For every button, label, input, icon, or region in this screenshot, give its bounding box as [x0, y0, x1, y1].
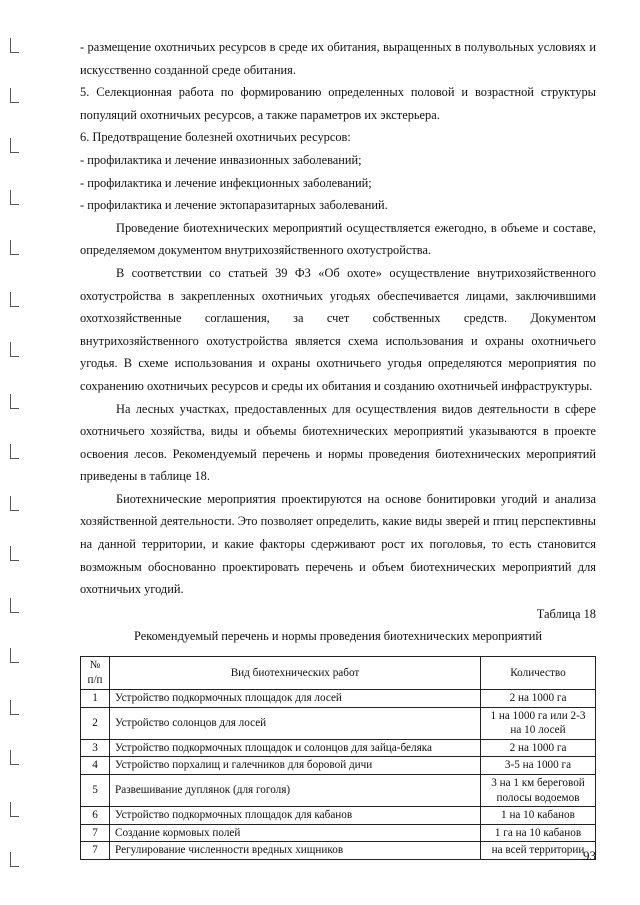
row-work-type: Устройство подкормочных площадок и солонцов для зайца-беляка [110, 739, 481, 757]
binding-mark [10, 394, 19, 409]
row-quantity: 2 на 1000 га [481, 739, 596, 757]
table-row [81, 775, 596, 807]
header-quantity: Количество [481, 657, 596, 690]
row-quantity: 1 на 10 кабанов [481, 807, 596, 825]
paragraph: 5. Селекционная работа по формированию определенных половой и возрастной структуры популяций охотничьих ресурсов, а также параметров их экстерьера. [80, 85, 596, 122]
table-title: Рекомендуемый перечень и нормы проведения биотехнических мероприятий [134, 629, 542, 644]
table-header-row [81, 657, 596, 690]
row-quantity: 2 на 1000 га [481, 690, 596, 708]
paragraph: 6. Предотвращение болезней охотничьих ресурсов: [80, 130, 351, 145]
row-number: 2 [81, 707, 110, 739]
header-number: № п/п [81, 657, 110, 690]
row-number: 4 [81, 757, 110, 775]
paragraph: - профилактика и лечение эктопаразитарных заболеваний. [80, 198, 388, 213]
row-quantity: 3 на 1 км береговой полосы водоемов [481, 775, 596, 807]
binding-mark [10, 240, 19, 255]
document-page [80, 36, 596, 860]
row-number: 6 [81, 807, 110, 825]
row-work-type: Устройство подкормочных площадок для кабанов [110, 807, 481, 825]
binding-mark [10, 138, 19, 153]
table-row [81, 739, 596, 757]
row-number: 5 [81, 775, 110, 807]
row-quantity: на всей территории [481, 842, 596, 860]
paragraph: - профилактика и лечение инвазионных заболеваний; [80, 152, 362, 167]
paragraph: Биотехнические мероприятия проектируются на основе бонитировки угодий и анализа хозяйственной деятельности. Это позволяет определить, какие виды зверей и птиц перспективны на данной территории, и какие факторы сдерживают рост их поголовья, то есть становится возможным обоснованно проектировать перечень и объем биотехнических мероприятий для охотничьих угодий. [80, 491, 596, 597]
binding-mark [10, 496, 19, 511]
binding-mark [10, 802, 19, 817]
binding-edge [0, 0, 30, 905]
binding-mark [10, 750, 19, 765]
binding-mark [10, 292, 19, 307]
row-work-type: Создание кормовых полей [110, 824, 481, 842]
measures-table [80, 656, 596, 860]
table-row [81, 807, 596, 825]
binding-mark [10, 648, 19, 663]
header-work-type: Вид биотехнических работ [110, 657, 481, 690]
table-row [81, 824, 596, 842]
binding-mark [10, 38, 19, 53]
row-number: 7 [81, 824, 110, 842]
binding-mark [10, 598, 19, 613]
row-number: 1 [81, 690, 110, 708]
row-work-type: Устройство подкормочных площадок для лосей [110, 690, 481, 708]
row-work-type: Устройство солонцов для лосей [110, 707, 481, 739]
binding-mark [10, 342, 19, 357]
binding-mark [10, 852, 19, 867]
binding-mark [10, 546, 19, 561]
table-row [81, 842, 596, 860]
row-quantity: 3-5 на 1000 га [481, 757, 596, 775]
row-number: 7 [81, 842, 110, 860]
row-quantity: 1 га на 10 кабанов [481, 824, 596, 842]
table-label: Таблица 18 [536, 606, 596, 621]
table-row [81, 690, 596, 708]
row-number: 3 [81, 739, 110, 757]
paragraph: В соответствии со статьей 39 ФЗ «Об охоте» осуществление внутрихозяйственного охотустройства в закрепленных охотничьих угодьях обеспечивается лицами, заключившими охотхозяйственные соглашения, за счет собственных средств. Документом внутрихозяйственного охотустройства является схема использования и охраны охотничьего угодья. В схеме использования и охраны охотничьего угодья определяются мероприятия по сохранению охотничьих ресурсов и среды их обитания и созданию охотничьей инфраструктуры. [80, 265, 596, 393]
row-quantity: 1 на 1000 га или 2-3 на 10 лосей [481, 707, 596, 739]
paragraph: - размещение охотничьих ресурсов в среде их обитания, выращенных в полувольных условиях и искусственно созданной среде обитания. [80, 40, 596, 77]
paragraph: - профилактика и лечение инфекционных заболеваний; [80, 175, 372, 190]
paragraph: Проведение биотехнических мероприятий осуществляется ежегодно, в объеме и составе, определяемом документом внутрихозяйственного охотустройства. [80, 220, 596, 258]
row-work-type: Устройство порхалищ и галечников для боровой дичи [110, 757, 481, 775]
row-work-type: Регулирование численности вредных хищников [110, 842, 481, 860]
table-row [81, 757, 596, 775]
page-number: 93 [583, 848, 596, 863]
binding-mark [10, 700, 19, 715]
row-work-type: Развешивание дуплянок (для гоголя) [110, 775, 481, 807]
binding-mark [10, 444, 19, 459]
binding-mark [10, 88, 19, 103]
binding-mark [10, 190, 19, 205]
paragraph: На лесных участках, предоставленных для осуществления видов деятельности в сфере охотничьего хозяйства, виды и объемы биотехнических мероприятий указываются в проекте освоения лесов. Рекомендуемый перечень и нормы проведения биотехнических мероприятий приведены в таблице 18. [80, 401, 596, 484]
table-row [81, 707, 596, 739]
body-text [80, 36, 596, 601]
